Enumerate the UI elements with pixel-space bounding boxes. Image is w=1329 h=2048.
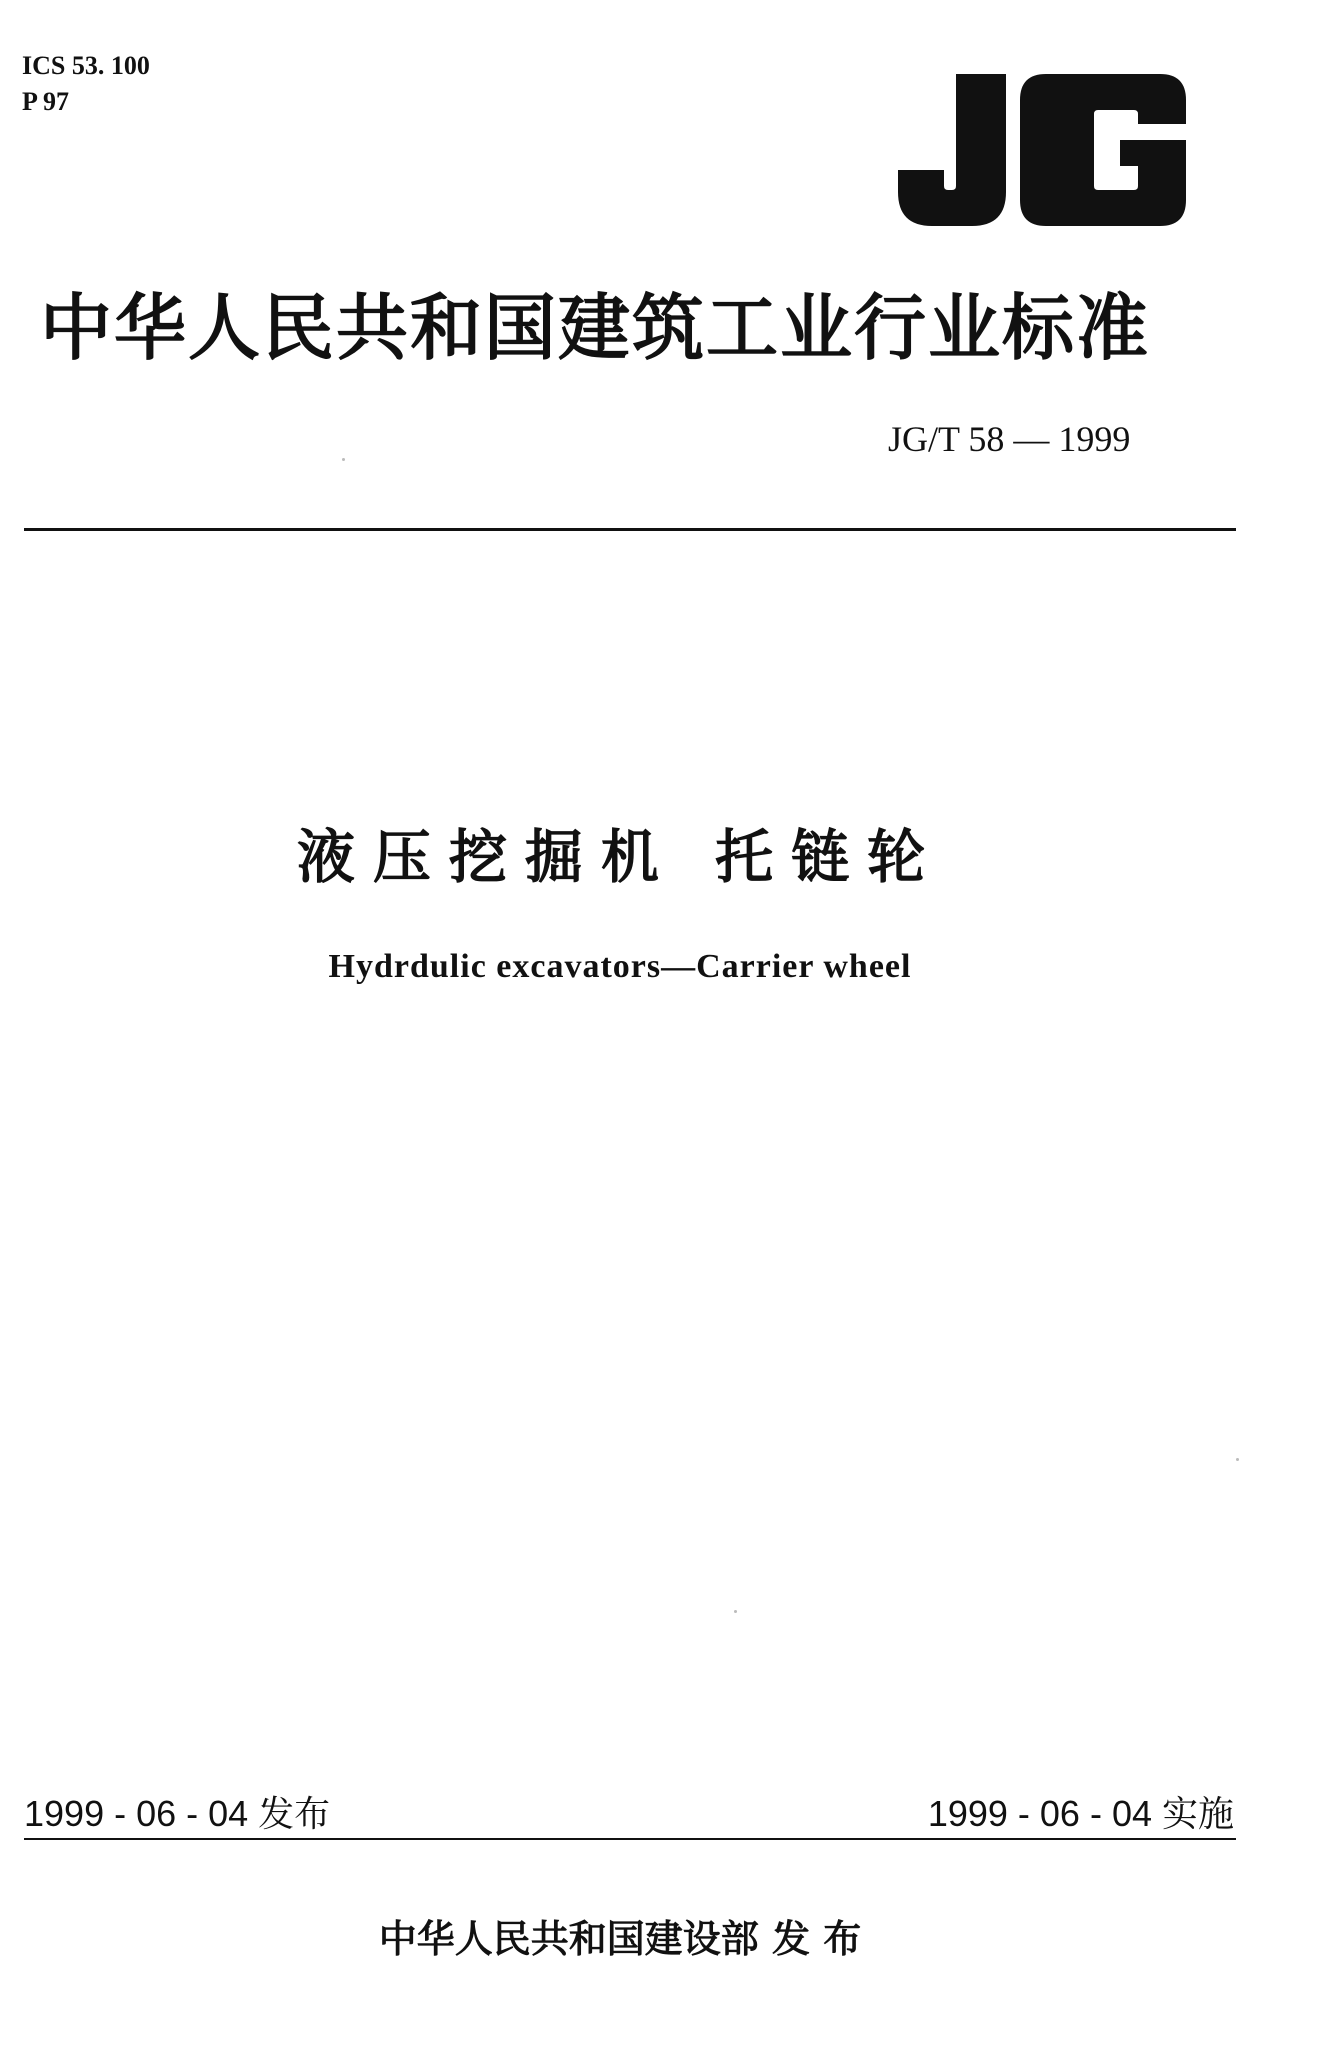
- scan-speck: [342, 458, 345, 461]
- ccs-code: P 97: [22, 87, 69, 116]
- header-divider: [24, 528, 1236, 531]
- issue-date: 1999 - 06 - 04 发布: [24, 1793, 331, 1834]
- publisher: 中华人民共和国建设部 发 布: [378, 1917, 862, 1961]
- scan-speck: [734, 1610, 737, 1613]
- effective-date: 1999 - 06 - 04 实施: [927, 1793, 1234, 1834]
- classification-codes: [22, 48, 150, 120]
- jg-logo: [898, 74, 1186, 226]
- scan-speck: [1236, 1458, 1239, 1461]
- footer-divider: [24, 1838, 1236, 1840]
- standard-number: JG/T 58 — 1999: [888, 419, 1131, 459]
- document-title-cn: 液压挖掘机 托链轮: [296, 823, 944, 891]
- document-title-en: Hydrdulic excavators—Carrier wheel: [328, 948, 912, 985]
- ics-code: ICS 53. 100: [22, 51, 150, 80]
- standard-title: 中华人民共和国建筑工业行业标准: [40, 286, 1151, 370]
